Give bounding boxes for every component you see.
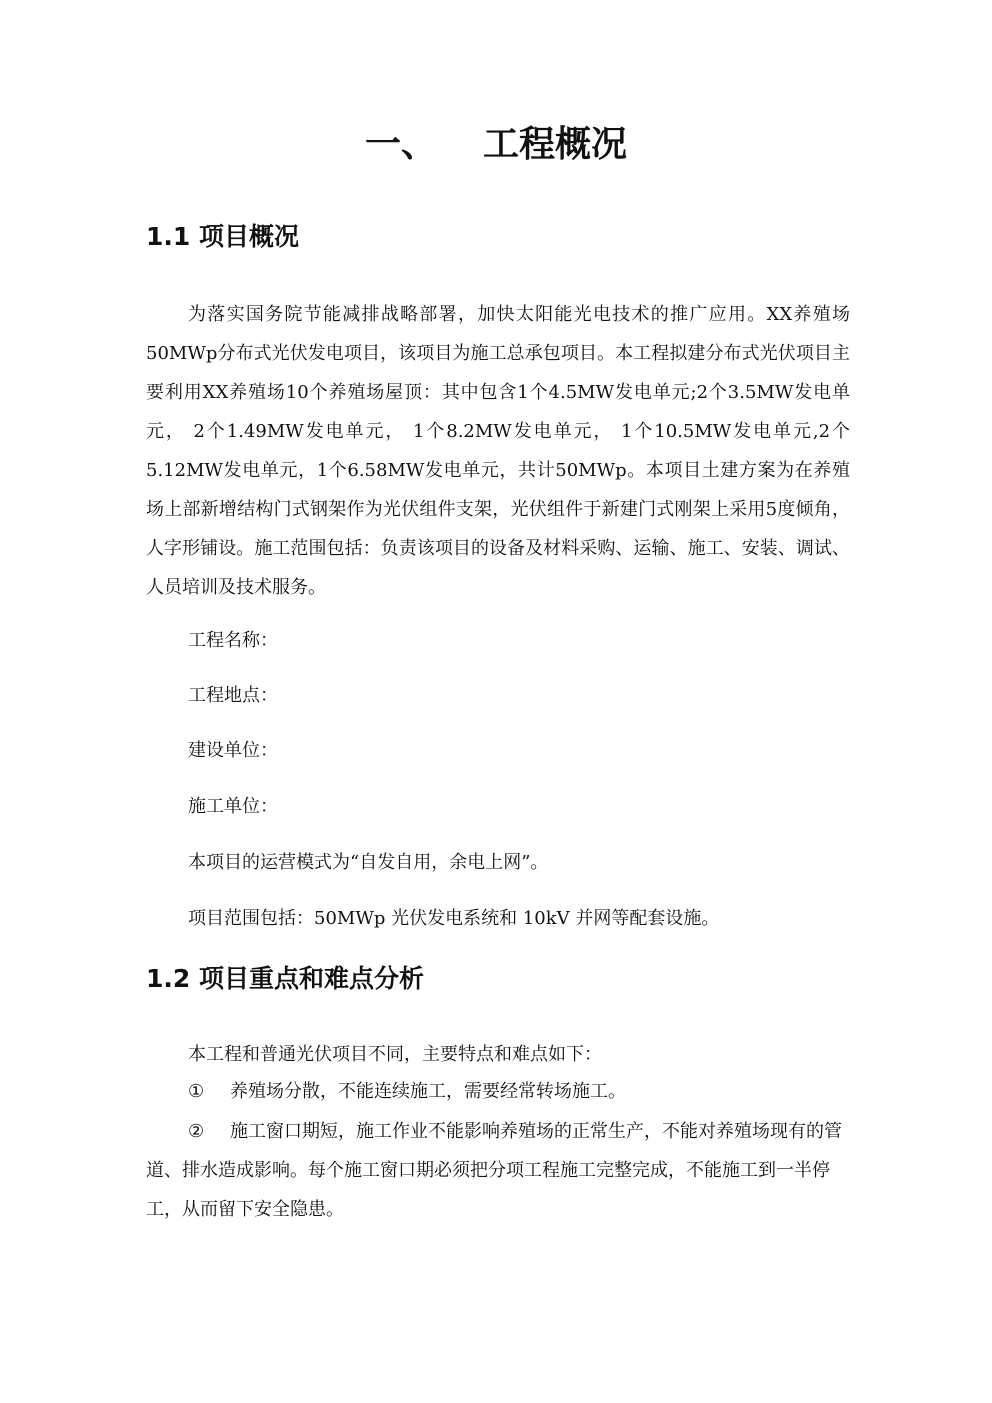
operation-mode-text: 本项目的运营模式为“自发自用，余电上网”。: [188, 852, 549, 873]
list-item-text: 养殖场分散，不能连续施工，需要经常转场施工。: [230, 1081, 626, 1102]
list-item-marker: ②: [188, 1121, 205, 1142]
chapter-title-text: 工程概况: [483, 124, 628, 165]
chapter-title: [0, 118, 992, 172]
project-scope-text: 项目范围包括：50MWp 光伏发电系统和 10kV 并网等配套设施。: [188, 908, 720, 929]
section-heading-1-2: 1.2 项目重点和难点分析: [146, 964, 424, 993]
list-item: [146, 1112, 846, 1229]
list-item-text: 施工窗口期短，施工作业不能影响养殖场的正常生产，不能对养殖场现有的管道、排水造成影响。每个施工窗口期必须把分项工程施工完整完成，不能施工到一半停工，从而留下安全隐患。: [146, 1121, 842, 1220]
field-project-name: 工程名称：: [188, 630, 278, 651]
chapter-number: 一、: [364, 124, 437, 165]
list-item-marker: ①: [188, 1081, 205, 1102]
section-1-2-intro: 本工程和普通光伏项目不同，主要特点和难点如下：: [188, 1044, 602, 1065]
section-heading-1-1: 1.1 项目概况: [146, 222, 299, 251]
section-1-1-intro-paragraph: 为落实国务院节能减排战略部署，加快太阳能光电技术的推广应用。XX养殖场50MWp分布式光伏发电项目，该项目为施工总承包项目。本工程拟建分布式光伏项目主要利用XX养殖场10个养殖场屋顶：其中包含1个4.5MW发电单元;2个3.5MW发电单元， 2个1.49MW发电单元， 1个8.2MW发电单元， 1个10.5MW发电单元,2个5.12MW发电单元，1个6.58MW发电单元，共计50MWp。本项目土建方案为在养殖场上部新增结构门式钢架作为光伏组件支架，光伏组件于新建门式刚架上采用5度倾角，人字形铺设。施工范围包括：负责该项目的设备及材料采购、运输、施工、安装、调试、人员培训及技术服务。: [146, 304, 850, 598]
field-construction-unit: 建设单位：: [188, 740, 278, 761]
field-project-location: 工程地点：: [188, 685, 278, 706]
list-item: [146, 1072, 846, 1111]
field-contractor-unit: 施工单位：: [188, 796, 278, 817]
